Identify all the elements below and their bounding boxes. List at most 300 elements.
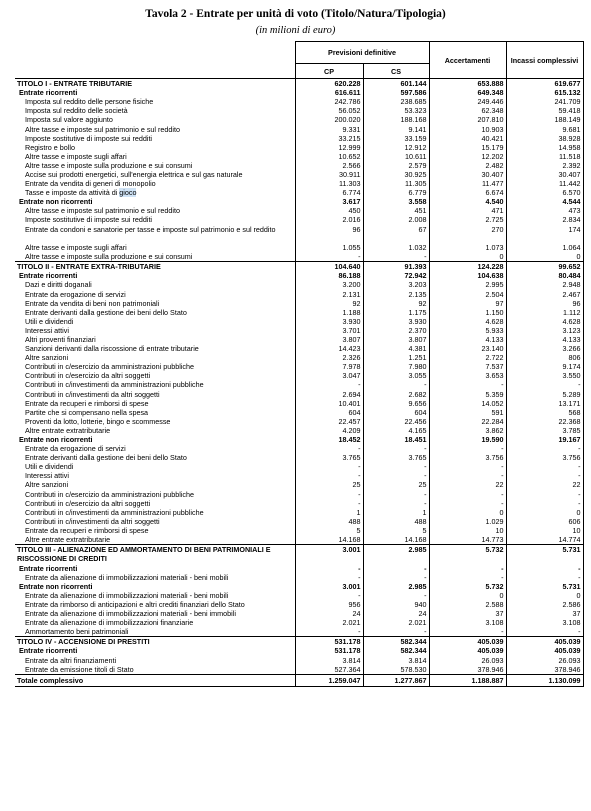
cell-acc: 3.108 [429, 618, 506, 627]
row-label-text: Altre tasse e imposte sulla produzione e sui consumi [25, 252, 193, 262]
row-label-text: Altre sanzioni [25, 353, 69, 363]
table-row [15, 326, 583, 335]
cell-cp: 3.701 [295, 326, 363, 335]
cell-inc: 13.171 [506, 399, 583, 408]
cell-inc: 4.133 [506, 335, 583, 344]
cell-cp: 3.807 [295, 335, 363, 344]
cell-cs: 2.370 [363, 326, 429, 335]
row-label [15, 252, 295, 262]
cell-acc: - [429, 471, 506, 480]
total-acc: 1.188.887 [429, 674, 506, 686]
cell-cp: 3.200 [295, 280, 363, 289]
table-row [15, 317, 583, 326]
cell-acc: 471 [429, 206, 506, 215]
cell-cs: 22.456 [363, 417, 429, 426]
cell-cp: 2.131 [295, 289, 363, 298]
cell-inc: 59.418 [506, 106, 583, 115]
row-label [15, 115, 295, 124]
row-label-text: Partite che si compensano nella spesa [25, 407, 149, 417]
cell-acc: 37 [429, 609, 506, 618]
cell-acc: - [429, 444, 506, 453]
header-incassi: Incassi complessivi [506, 42, 583, 79]
cell-acc: 649.348 [429, 88, 506, 97]
cell-cs: 11.305 [363, 179, 429, 188]
table-row [15, 462, 583, 471]
row-label-text: Contributi in c/esercizio da altri soggetti [25, 371, 151, 381]
table-row [15, 480, 583, 489]
cell-cs: 3.807 [363, 335, 429, 344]
cell-inc: - [506, 380, 583, 389]
cell-acc: 2.482 [429, 161, 506, 170]
cell-cs: 1.251 [363, 353, 429, 362]
table-row [15, 97, 583, 106]
cell-cp: 3.930 [295, 317, 363, 326]
cell-cs: 2.985 [363, 582, 429, 591]
cell-cs: 4.381 [363, 344, 429, 353]
row-label [15, 289, 295, 298]
cell-cp: 3.765 [295, 453, 363, 462]
table-row [15, 371, 583, 380]
row-label [15, 582, 295, 591]
cell-cp: 7.978 [295, 362, 363, 371]
cell-acc: 11.477 [429, 179, 506, 188]
cell-cp: - [295, 499, 363, 508]
cell-cp: 200.020 [295, 115, 363, 124]
header-cp: CP [295, 64, 363, 79]
row-label [15, 215, 295, 224]
cell-inc: 3.756 [506, 453, 583, 462]
row-label [15, 453, 295, 462]
row-label [15, 380, 295, 389]
cell-cs: 53.323 [363, 106, 429, 115]
cell-inc: - [506, 499, 583, 508]
table-row [15, 344, 583, 353]
cell-inc: 0 [506, 508, 583, 517]
cell-cs: 9.656 [363, 399, 429, 408]
cell-inc: 9.681 [506, 124, 583, 133]
cell-cs: 6.779 [363, 188, 429, 197]
cell-cs: - [363, 591, 429, 600]
row-label [15, 665, 295, 675]
row-label [15, 134, 295, 143]
cell-cp: - [295, 564, 363, 573]
row-label-text: Interessi attivi [25, 471, 69, 481]
row-label [15, 480, 295, 489]
table-body [15, 79, 583, 687]
row-label-text: Entrate da alienazione di immobilizzazioni finanziarie [25, 618, 194, 628]
cell-cs: 10.611 [363, 152, 429, 161]
row-label-text: Utili e dividendi [25, 316, 74, 326]
cell-cs: 604 [363, 408, 429, 417]
row-label-text: Imposta sul valore aggiunto [25, 115, 113, 125]
cell-cs: 4.165 [363, 426, 429, 435]
cell-cs: 9.141 [363, 124, 429, 133]
row-label [15, 627, 295, 637]
cell-cs: 2.135 [363, 289, 429, 298]
row-label-text: Entrate da condoni e sanatorie per tasse e imposte sul patrimonio e sul reddito [25, 224, 276, 234]
total-cp: 1.259.047 [295, 674, 363, 686]
cell-acc: 1.073 [429, 243, 506, 252]
row-label [15, 97, 295, 106]
row-label-text: Entrate ricorrenti [19, 563, 78, 573]
row-label-text: TITOLO II - ENTRATE EXTRA-TRIBUTARIE [17, 262, 161, 272]
cell-inc: 5.731 [506, 545, 583, 564]
row-label [15, 573, 295, 582]
cell-acc: 1.150 [429, 308, 506, 317]
cell-acc: 62.348 [429, 106, 506, 115]
row-label-text: Accise sui prodotti energetici, sull'energia elettrica e sul gas naturale [25, 169, 243, 179]
row-label-text: Entrate ricorrenti [19, 88, 78, 98]
row-label [15, 262, 295, 272]
cell-cp: 92 [295, 299, 363, 308]
cell-cp: 2.326 [295, 353, 363, 362]
cell-acc: 14.052 [429, 399, 506, 408]
cell-cs: 72.942 [363, 271, 429, 280]
row-label [15, 600, 295, 609]
cell-acc: 26.093 [429, 656, 506, 665]
cell-acc: 5.732 [429, 545, 506, 564]
cell-cs: 2.008 [363, 215, 429, 224]
cell-cp: 9.331 [295, 124, 363, 133]
row-label-text: TITOLO I - ENTRATE TRIBUTARIE [17, 79, 132, 89]
table-row [15, 271, 583, 280]
row-label [15, 362, 295, 371]
row-label [15, 299, 295, 308]
row-label-text: Altre tasse e imposte sulla produzione e sui consumi [25, 160, 193, 170]
row-label [15, 508, 295, 517]
cell-inc: 5.731 [506, 582, 583, 591]
row-label-text: Imposta sul reddito delle persone fisiche [25, 97, 154, 107]
cell-cp: 5 [295, 526, 363, 535]
cell-acc: 405.039 [429, 646, 506, 655]
row-label [15, 646, 295, 655]
cell-cs: 5 [363, 526, 429, 535]
table-row [15, 252, 583, 262]
cell-inc: 37 [506, 609, 583, 618]
table-row [15, 170, 583, 179]
row-label [15, 591, 295, 600]
row-label [15, 618, 295, 627]
table-row [15, 289, 583, 298]
cell-inc: 3.550 [506, 371, 583, 380]
row-label-text: Entrate da erogazione di servizi [25, 444, 126, 454]
row-label [15, 444, 295, 453]
table-row [15, 508, 583, 517]
cell-cp: 22.457 [295, 417, 363, 426]
cell-cp: 3.617 [295, 197, 363, 206]
row-label [15, 179, 295, 188]
cell-acc: 0 [429, 508, 506, 517]
cell-cp: 10.652 [295, 152, 363, 161]
row-label [15, 490, 295, 499]
cell-cp: 10.401 [295, 399, 363, 408]
row-label-text: Entrate da alienazione di immobilizzazioni materiali - beni mobili [25, 590, 229, 600]
table-row [15, 106, 583, 115]
cell-acc: 5.732 [429, 582, 506, 591]
cell-inc: 3.266 [506, 344, 583, 353]
cell-inc: - [506, 471, 583, 480]
table-row [15, 362, 583, 371]
total-label: Totale complessivo [15, 674, 295, 686]
empty-header-cell [15, 42, 295, 79]
cell-acc: 2.722 [429, 353, 506, 362]
cell-cp: 2.016 [295, 215, 363, 224]
table-row [15, 262, 583, 272]
cell-cp: 3.001 [295, 545, 363, 564]
cell-acc: - [429, 490, 506, 499]
cell-inc: - [506, 490, 583, 499]
cell-cp: 18.452 [295, 435, 363, 444]
cell-inc: 0 [506, 252, 583, 262]
cell-cp: 56.052 [295, 106, 363, 115]
row-label [15, 161, 295, 170]
table-row [15, 444, 583, 453]
cell-cp: 1.055 [295, 243, 363, 252]
cell-cp: 86.188 [295, 271, 363, 280]
row-label [15, 271, 295, 280]
cell-acc: 10 [429, 526, 506, 535]
cell-cs: - [363, 252, 429, 262]
cell-cp: - [295, 627, 363, 637]
row-label-text: Contributi in c/investimenti da amministrazioni pubbliche [25, 380, 204, 390]
header-accertamenti: Accertamenti [429, 42, 506, 79]
cell-acc: 2.504 [429, 289, 506, 298]
cell-acc: 10.903 [429, 124, 506, 133]
row-label-text: Entrate non ricorrenti [19, 435, 93, 445]
cell-acc: 3.862 [429, 426, 506, 435]
table-row [15, 88, 583, 97]
cell-cs: - [363, 573, 429, 582]
row-label-text: Tasse e imposte da attività di [25, 188, 120, 198]
cell-cs: 940 [363, 600, 429, 609]
row-label-text: Contributi in c/investimenti da amministrazioni pubbliche [25, 507, 204, 517]
row-label-text: Entrate non ricorrenti [19, 581, 93, 591]
table-row [15, 335, 583, 344]
cell-inc: 2.586 [506, 600, 583, 609]
table-row [15, 206, 583, 215]
cell-cs: 188.168 [363, 115, 429, 124]
cell-acc: 3.756 [429, 453, 506, 462]
row-label-text: Contributi in c/investimenti da altri soggetti [25, 516, 160, 526]
cell-inc: 1.112 [506, 308, 583, 317]
row-label [15, 535, 295, 545]
table-row [15, 308, 583, 317]
cell-inc: 3.785 [506, 426, 583, 435]
cell-acc: - [429, 499, 506, 508]
cell-inc: 11.518 [506, 152, 583, 161]
cell-acc: 207.810 [429, 115, 506, 124]
cell-cs: - [363, 380, 429, 389]
row-label [15, 371, 295, 380]
cell-inc: 2.834 [506, 215, 583, 224]
row-label-text: Utili e dividendi [25, 462, 74, 472]
cell-cp: 604 [295, 408, 363, 417]
cell-acc: 97 [429, 299, 506, 308]
table-row [15, 471, 583, 480]
table-row [15, 197, 583, 206]
total-inc: 1.130.099 [506, 674, 583, 686]
table-row [15, 453, 583, 462]
row-label-text: Altre sanzioni [25, 480, 69, 490]
table-row [15, 215, 583, 224]
cell-cs: 18.451 [363, 435, 429, 444]
revenue-table [15, 41, 584, 687]
cell-cs: 12.912 [363, 143, 429, 152]
table-row [15, 600, 583, 609]
cell-inc: 80.484 [506, 271, 583, 280]
cell-inc: 188.149 [506, 115, 583, 124]
cell-cp: - [295, 490, 363, 499]
row-label [15, 188, 295, 197]
row-label [15, 656, 295, 665]
row-label-text: Entrate da vendita di beni non patrimoniali [25, 298, 160, 308]
cell-acc: - [429, 573, 506, 582]
table-row [15, 408, 583, 417]
row-label [15, 79, 295, 89]
row-label-text: Imposta sul reddito delle società [25, 106, 128, 116]
cell-cs: 3.814 [363, 656, 429, 665]
row-label-text: Entrate da emissione titoli di Stato [25, 664, 134, 674]
cell-acc: 1.029 [429, 517, 506, 526]
cell-cs: 578.530 [363, 665, 429, 675]
cell-inc: 3.123 [506, 326, 583, 335]
cell-acc: 2.995 [429, 280, 506, 289]
cell-cs: 24 [363, 609, 429, 618]
cell-cs: 3.055 [363, 371, 429, 380]
table-row [15, 618, 583, 627]
cell-acc: 14.773 [429, 535, 506, 545]
table-row [15, 353, 583, 362]
row-label [15, 206, 295, 215]
cell-inc: - [506, 627, 583, 637]
cell-acc: 653.888 [429, 79, 506, 89]
row-label-text: Imposte sostitutive di imposte sui redditi [25, 133, 153, 143]
table-row [15, 665, 583, 675]
row-label-text: Altre tasse e imposte sul patrimonio e sul reddito [25, 124, 181, 134]
cell-inc: 99.652 [506, 262, 583, 272]
cell-acc: 2.588 [429, 600, 506, 609]
cell-inc: 5.289 [506, 390, 583, 399]
table-row [15, 280, 583, 289]
cell-inc: 19.167 [506, 435, 583, 444]
cell-inc: 22 [506, 480, 583, 489]
table-row [15, 627, 583, 637]
cell-inc: 378.946 [506, 665, 583, 675]
row-label-text: Ammortamento beni patrimoniali [25, 627, 129, 637]
row-label-text: Entrate da vendita di generi di monopolio [25, 179, 156, 189]
cell-acc: 30.407 [429, 170, 506, 179]
cell-cp: - [295, 573, 363, 582]
row-label [15, 88, 295, 97]
cell-cs: 30.925 [363, 170, 429, 179]
table-row [15, 179, 583, 188]
cell-cp: 488 [295, 517, 363, 526]
cell-cs: - [363, 462, 429, 471]
row-label-text: Altre entrate extratributarie [25, 425, 111, 435]
cell-cs: 1.032 [363, 243, 429, 252]
cell-cp: 11.303 [295, 179, 363, 188]
cell-acc: 405.039 [429, 637, 506, 647]
cell-acc: 4.628 [429, 317, 506, 326]
row-label-text: Interessi attivi [25, 325, 69, 335]
row-label-text: Altre entrate extratributarie [25, 535, 111, 545]
cell-inc: 2.467 [506, 289, 583, 298]
cell-acc: - [429, 380, 506, 389]
cell-cp: 25 [295, 480, 363, 489]
row-label-text: Entrate da recuperi e rimborsi di spese [25, 398, 149, 408]
table-title: Tavola 2 - Entrate per unità di voto (Titolo/Natura/Tipologia) [145, 8, 446, 20]
cell-cs: 3.203 [363, 280, 429, 289]
row-label [15, 308, 295, 317]
table-row [15, 609, 583, 618]
cell-cp: 14.423 [295, 344, 363, 353]
cell-cs: 2.579 [363, 161, 429, 170]
cell-cp: 3.814 [295, 656, 363, 665]
table-subtitle: (in milioni di euro) [255, 25, 336, 36]
cell-inc: 4.628 [506, 317, 583, 326]
cell-cp: 1 [295, 508, 363, 517]
cell-cp: 620.228 [295, 79, 363, 89]
row-label-text: Contributi in c/esercizio da amministrazioni pubbliche [25, 489, 194, 499]
table-row [15, 417, 583, 426]
cell-acc: 124.228 [429, 262, 506, 272]
row-label-text: Entrate da altri finanziamenti [25, 655, 117, 665]
cell-cp: 1.188 [295, 308, 363, 317]
cell-acc: 0 [429, 252, 506, 262]
cell-cp: 531.178 [295, 637, 363, 647]
cell-acc: 23.140 [429, 344, 506, 353]
cell-inc: 96 [506, 299, 583, 308]
row-label-text: Entrate da rimborso di anticipazioni e altri crediti finanziari dello Stato [25, 600, 245, 610]
table-row [15, 564, 583, 573]
cell-acc: 3.653 [429, 371, 506, 380]
cell-acc: 22 [429, 480, 506, 489]
cell-inc: 4.544 [506, 197, 583, 206]
cell-cs: 3.765 [363, 453, 429, 462]
cell-cs: 601.144 [363, 79, 429, 89]
row-label [15, 517, 295, 526]
cell-inc: 22.368 [506, 417, 583, 426]
cell-inc: 2.948 [506, 280, 583, 289]
cell-cs: 1 [363, 508, 429, 517]
header-cs: CS [363, 64, 429, 79]
row-label [15, 435, 295, 444]
cell-cs: 488 [363, 517, 429, 526]
cell-inc: 619.677 [506, 79, 583, 89]
cell-inc: 6.570 [506, 188, 583, 197]
cell-acc: 104.638 [429, 271, 506, 280]
table-row [15, 188, 583, 197]
cell-cs: - [363, 627, 429, 637]
cell-cp: 14.168 [295, 535, 363, 545]
cell-cs: 2.021 [363, 618, 429, 627]
row-label-text: Entrate da alienazione di immobilizzazioni materiali - beni immobili [25, 609, 236, 619]
cell-cp: - [295, 471, 363, 480]
row-label-text: Proventi da lotto, lotterie, bingo e scommesse [25, 416, 171, 426]
cell-acc: 5.359 [429, 390, 506, 399]
cell-acc: 15.179 [429, 143, 506, 152]
cell-cs: 597.586 [363, 88, 429, 97]
cell-acc: 2.725 [429, 215, 506, 224]
cell-acc: 22.284 [429, 417, 506, 426]
cell-cp: 4.209 [295, 426, 363, 435]
table-header [15, 42, 583, 79]
row-label [15, 335, 295, 344]
table-row [15, 646, 583, 655]
row-label-text: Entrate ricorrenti [19, 646, 78, 656]
cell-acc: 12.202 [429, 152, 506, 161]
row-label [15, 326, 295, 335]
